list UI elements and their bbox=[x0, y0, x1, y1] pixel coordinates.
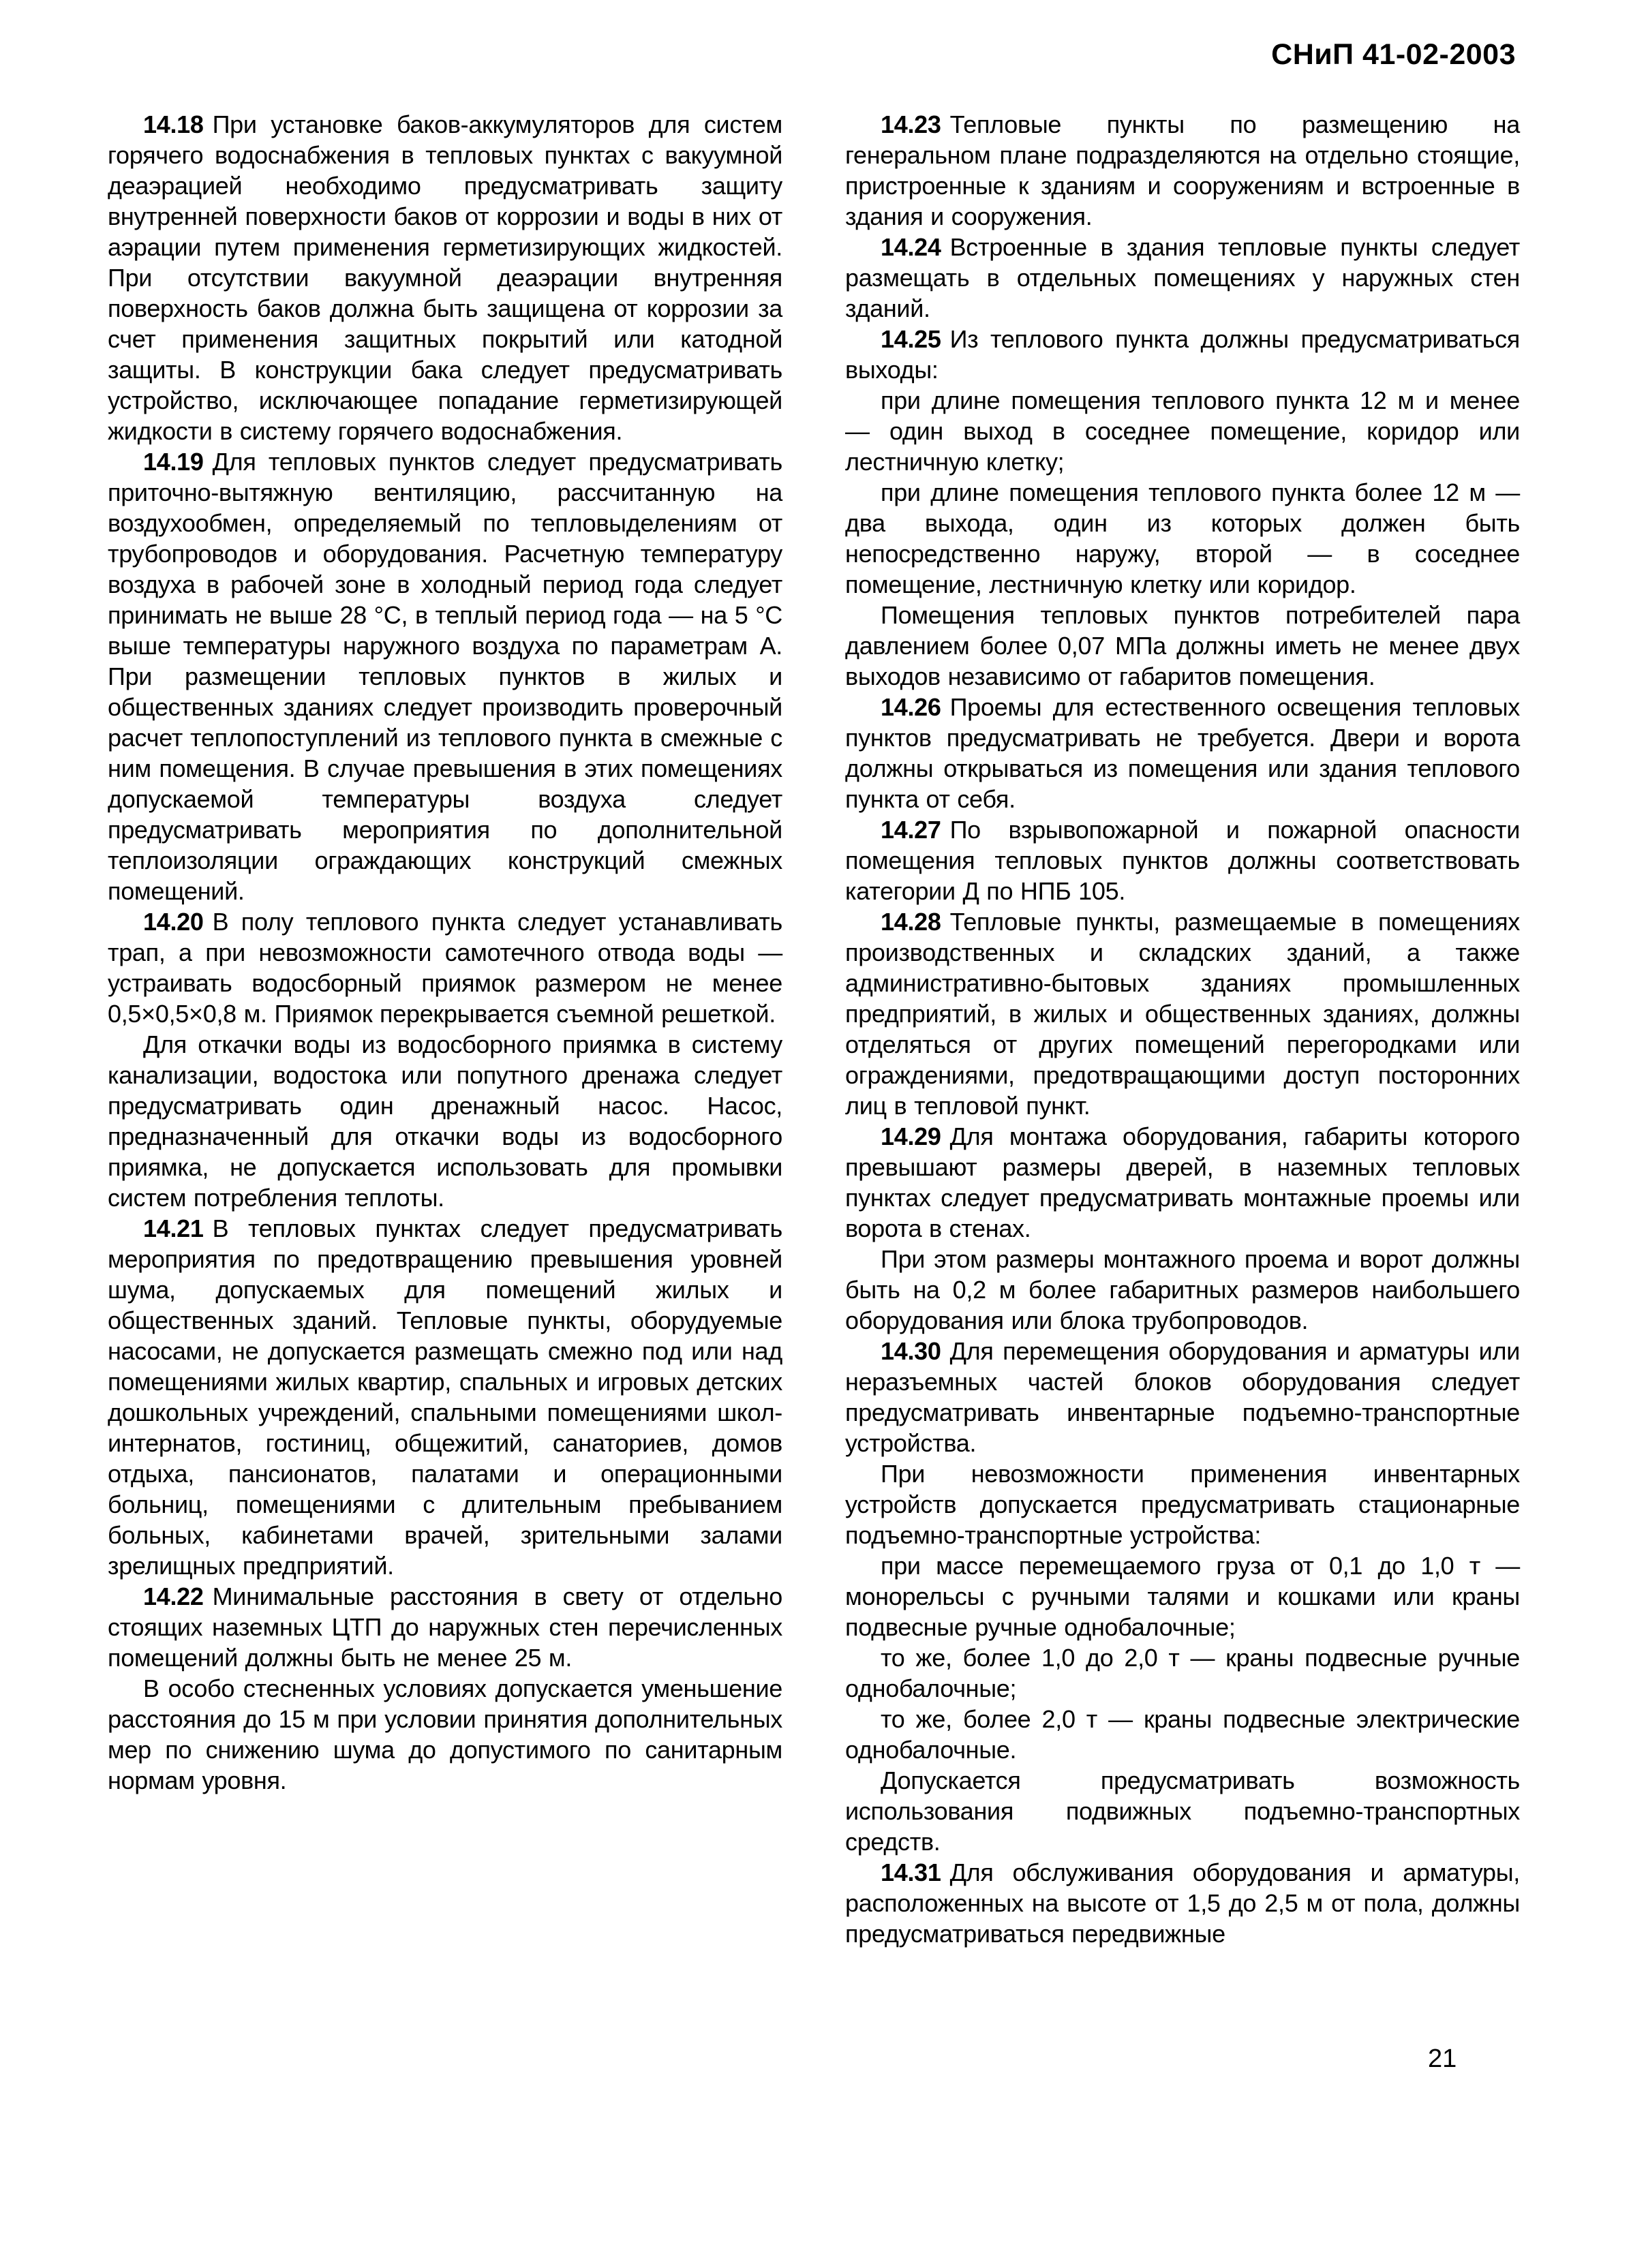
clause-text: В особо стесненных условиях допускается уменьшение расстояния до 15 м при условии принятия дополнительных мер по снижению шума до допустимого по санитарным нормам уровня. bbox=[108, 1674, 782, 1794]
clause-text: Допускается предусматривать возможность использования подвижных подъемно-транспортных средств. bbox=[845, 1766, 1520, 1856]
paragraph-14-18 bbox=[108, 109, 782, 446]
clause-text: Тепловые пункты, размещаемые в помещениях производственных и складских зданий, а также административно-бытовых зданиях промышленных предприятий, в жилых и общественных зданиях, должны отделяться от других помещений перегородками или ограждениями, предотвращающими доступ посторонних лиц в тепловой пункт. bbox=[845, 908, 1520, 1120]
clause-text: Для перемещения оборудования и арматуры или неразъемных частей блоков оборудования следует предусматривать инвентарные подъемно-транспортные устройства. bbox=[845, 1337, 1520, 1457]
clause-text: то же, более 1,0 до 2,0 т — краны подвесные ручные однобалочные; bbox=[845, 1644, 1520, 1702]
paragraph-14-30-item-2 bbox=[845, 1642, 1520, 1704]
clause-number: 14.24 bbox=[881, 233, 941, 261]
paragraph-14-22-continuation bbox=[108, 1673, 782, 1796]
clause-text: при массе перемещаемого груза от 0,1 до 1,0 т — монорельсы с ручными талями и кошками или краны подвесные ручные однобалочные; bbox=[845, 1552, 1520, 1641]
paragraph-14-20 bbox=[108, 906, 782, 1029]
clause-text: При этом размеры монтажного проема и ворот должны быть на 0,2 м более габаритных размеров наибольшего оборудования или блока трубопроводов. bbox=[845, 1245, 1520, 1334]
clause-number: 14.19 bbox=[143, 448, 204, 476]
clause-number: 14.31 bbox=[881, 1858, 941, 1886]
clause-text: то же, более 2,0 т — краны подвесные электрические однобалочные. bbox=[845, 1705, 1520, 1764]
clause-number: 14.26 bbox=[881, 693, 941, 721]
clause-text: При невозможности применения инвентарных устройств допускается предусматривать стационарные подъемно-транспортные устройства: bbox=[845, 1460, 1520, 1549]
clause-text: Для откачки воды из водосборного приямка в систему канализации, водостока или попутного дренажа следует предусматривать один дренажный насос. Насос, предназначенный для откачки воды из водосборного приямка, не допускается использовать для промывки систем потребления теплоты. bbox=[108, 1030, 782, 1212]
clause-text: При установке баков-аккумуляторов для систем горячего водоснабжения в тепловых пунктах с вакуумной деаэрацией необходимо предусматривать защиту внутренней поверхности баков от коррозии и воды в них от аэрации путем применения герметизирующих жидкостей. При отсутствии вакуумной деаэрации внутренняя поверхность баков должна быть защищена от коррозии за счет применения защитных покрытий или катодной защиты. В конструкции бака следует предусматривать устройство, исключающее попадание герметизирующей жидкости в систему горячего водоснабжения. bbox=[108, 110, 782, 445]
paragraph-14-28 bbox=[845, 906, 1520, 1121]
page-number: 21 bbox=[1428, 2044, 1457, 2073]
clause-text: По взрывопожарной и пожарной опасности помещения тепловых пунктов должны соответствовать категории Д по НПБ 105. bbox=[845, 816, 1520, 905]
clause-number: 14.29 bbox=[881, 1122, 941, 1150]
paragraph-14-29-continuation bbox=[845, 1244, 1520, 1336]
clause-text: Минимальные расстояния в свету от отдельно стоящих наземных ЦТП до наружных стен перечисленных помещений должны быть не менее 25 м. bbox=[108, 1582, 782, 1672]
document-code-header: СНиП 41-02-2003 bbox=[1271, 38, 1516, 71]
clause-number: 14.18 bbox=[143, 110, 204, 138]
clause-number: 14.20 bbox=[143, 908, 204, 936]
clause-text: Проемы для естественного освещения тепловых пунктов предусматривать не требуется. Двери и ворота должны открываться из помещения или здания теплового пункта от себя. bbox=[845, 693, 1520, 813]
paragraph-14-30-item-1 bbox=[845, 1550, 1520, 1642]
clause-number: 14.27 bbox=[881, 816, 941, 844]
clause-text: Помещения тепловых пунктов потребителей пара давлением более 0,07 МПа должны иметь не менее двух выходов независимо от габаритов помещения. bbox=[845, 601, 1520, 690]
clause-text: при длине помещения теплового пункта более 12 м — два выхода, один из которых должен быть непосредственно наружу, второй — в соседнее помещение, лестничную клетку или коридор. bbox=[845, 478, 1520, 598]
paragraph-14-31 bbox=[845, 1857, 1520, 1949]
paragraph-14-30-continuation bbox=[845, 1458, 1520, 1550]
right-column bbox=[845, 109, 1520, 1949]
clause-text: Для тепловых пунктов следует предусматривать приточно-вытяжную вентиляцию, рассчитанную на воздухообмен, определяемый по тепловыделениям от трубопроводов и оборудования. Расчетную температуру воздуха в рабочей зоне в холодный период года следует принимать не выше 28 °С, в теплый период года — на 5 °С выше температуры наружного воздуха по параметрам А. При размещении тепловых пунктов в жилых и общественных зданиях следует производить проверочный расчет теплопоступлений из теплового пункта в смежные с ним помещения. В случае превышения в этих помещениях допускаемой температуры воздуха следует предусматривать мероприятия по дополнительной теплоизоляции ограждающих конструкций смежных помещений. bbox=[108, 448, 782, 905]
clause-text: Для обслуживания оборудования и арматуры, расположенных на высоте от 1,5 до 2,5 м от пола, должны предусматриваться передвижные bbox=[845, 1858, 1520, 1948]
paragraph-14-30 bbox=[845, 1336, 1520, 1458]
paragraph-14-25-continuation bbox=[845, 600, 1520, 692]
left-column bbox=[108, 109, 782, 1796]
clause-text: Для монтажа оборудования, габариты которого превышают размеры дверей, в наземных тепловых пунктах следует предусматривать монтажные проемы или ворота в стенах. bbox=[845, 1122, 1520, 1242]
clause-number: 14.30 bbox=[881, 1337, 941, 1365]
clause-text: В тепловых пунктах следует предусматривать мероприятия по предотвращению превышения уровней шума, допускаемых для помещений жилых и общественных зданий. Тепловые пункты, оборудуемые насосами, не допускается размещать смежно под или над помещениями жилых квартир, спальных и игровых детских дошкольных учреждений, спальными помещениями школ-интернатов, гостиниц, общежитий, санаториев, домов отдыха, пансионатов, палатами и операционными больниц, помещениями с длительным пребыванием больных, кабинетами врачей, зрительными залами зрелищных предприятий. bbox=[108, 1214, 782, 1580]
paragraph-14-30-item-3 bbox=[845, 1704, 1520, 1765]
paragraph-14-20-continuation bbox=[108, 1029, 782, 1213]
clause-number: 14.25 bbox=[881, 325, 941, 353]
clause-text: Встроенные в здания тепловые пункты следует размещать в отдельных помещениях у наружных стен зданий. bbox=[845, 233, 1520, 322]
clause-text: В полу теплового пункта следует устанавливать трап, а при невозможности самотечного отвода воды — устраивать водосборный приямок размером не менее 0,5×0,5×0,8 м. Приямок перекрывается съемной решеткой. bbox=[108, 908, 782, 1028]
paragraph-14-22 bbox=[108, 1581, 782, 1673]
clause-number: 14.28 bbox=[881, 908, 941, 936]
paragraph-14-24 bbox=[845, 232, 1520, 324]
paragraph-14-29 bbox=[845, 1121, 1520, 1244]
clause-number: 14.22 bbox=[143, 1582, 204, 1610]
paragraph-14-25-item-1 bbox=[845, 385, 1520, 477]
paragraph-14-21 bbox=[108, 1213, 782, 1581]
paragraph-14-30-note bbox=[845, 1765, 1520, 1857]
clause-number: 14.21 bbox=[143, 1214, 204, 1242]
clause-text: Из теплового пункта должны предусматриваться выходы: bbox=[845, 325, 1520, 384]
paragraph-14-27 bbox=[845, 814, 1520, 906]
paragraph-14-25-item-2 bbox=[845, 477, 1520, 600]
paragraph-14-25 bbox=[845, 324, 1520, 385]
clause-text: Тепловые пункты по размещению на генеральном плане подразделяются на отдельно стоящие, пристроенные к зданиям и сооружениям и встроенные в здания и сооружения. bbox=[845, 110, 1520, 230]
paragraph-14-19 bbox=[108, 446, 782, 906]
clause-number: 14.23 bbox=[881, 110, 941, 138]
clause-text: при длине помещения теплового пункта 12 м и менее — один выход в соседнее помещение, коридор или лестничную клетку; bbox=[845, 386, 1520, 476]
paragraph-14-26 bbox=[845, 692, 1520, 814]
paragraph-14-23 bbox=[845, 109, 1520, 232]
